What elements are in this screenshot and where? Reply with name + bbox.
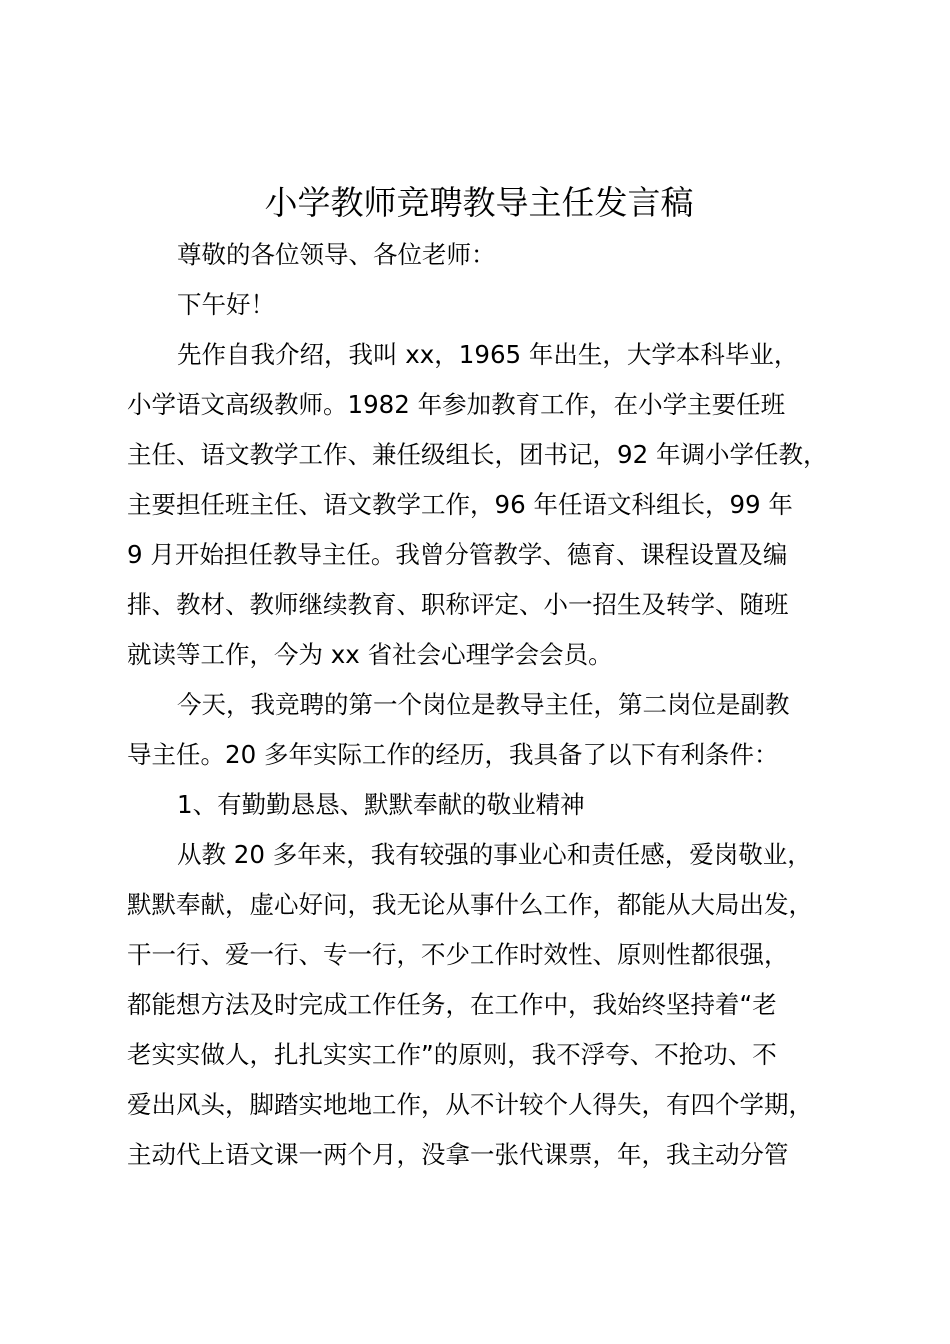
text-line: 先作自我介绍，我叫 xx，1965 年出生，大学本科毕业， bbox=[177, 340, 799, 369]
text-line: 都能想方法及时完成工作任务，在工作中，我始终坚持着“老 bbox=[127, 990, 777, 1019]
text-line: 主要担任班主任、语文教学工作，96 年任语文科组长，99 年 bbox=[127, 490, 793, 519]
text-line: 下午好！ bbox=[177, 290, 275, 319]
text-line: 1、有勤勤恳恳、默默奉献的敬业精神 bbox=[177, 790, 585, 819]
text-line: 今天，我竞聘的第一个岗位是教导主任，第二岗位是副教 bbox=[177, 690, 790, 719]
text-line: 小学语文高级教师。1982 年参加教育工作，在小学主要任班 bbox=[127, 390, 786, 419]
text-line: 干一行、爱一行、专一行，不少工作时效性、原则性都很强， bbox=[127, 940, 789, 969]
text-line: 尊敬的各位领导、各位老师： bbox=[177, 240, 496, 269]
text-line: 排、教材、教师继续教育、职称评定、小一招生及转学、随班 bbox=[127, 590, 789, 619]
text-line: 导主任。20 多年实际工作的经历，我具备了以下有利条件： bbox=[127, 740, 779, 769]
text-line: 主任、语文教学工作、兼任级组长，团书记，92 年调小学任教， bbox=[127, 440, 828, 469]
document-body bbox=[127, 230, 867, 1180]
text-line: 默默奉献，虚心好问，我无论从事什么工作，都能从大局出发， bbox=[127, 890, 813, 919]
text-line: 老实实做人，扎扎实实工作”的原则，我不浮夸、不抢功、不 bbox=[127, 1040, 777, 1069]
document-title: 小学教师竞聘教导主任发言稿 bbox=[264, 183, 694, 222]
text-line: 从教 20 多年来，我有较强的事业心和责任感，爱岗敬业， bbox=[177, 840, 812, 869]
text-line: 9 月开始担任教导主任。我曾分管教学、德育、课程设置及编 bbox=[127, 540, 788, 569]
text-line: 主动代上语文课一两个月，没拿一张代课票，年，我主动分管 bbox=[127, 1140, 789, 1169]
text-line: 爱出风头，脚踏实地地工作，从不计较个人得失，有四个学期， bbox=[127, 1090, 813, 1119]
text-line: 就读等工作，今为 xx 省社会心理学会会员。 bbox=[127, 640, 613, 669]
